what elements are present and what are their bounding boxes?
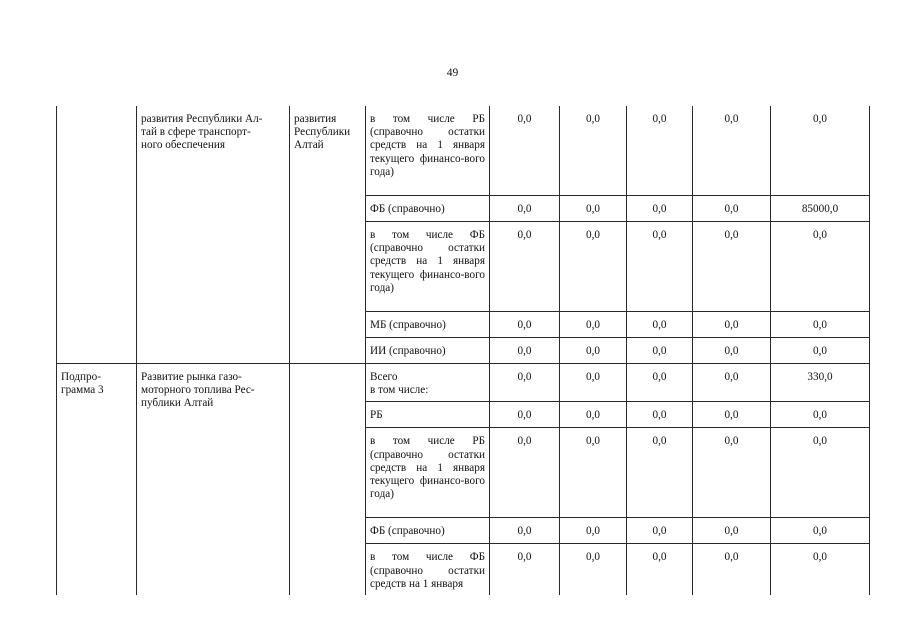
budget-table	[56, 106, 870, 595]
value-cell: 0,0	[771, 222, 870, 312]
value-cell: 0,0	[693, 106, 771, 196]
value-cell: 0,0	[560, 402, 627, 428]
table-row	[57, 364, 870, 402]
value-cell: 0,0	[771, 518, 870, 544]
value-cell: 0,0	[771, 312, 870, 338]
value-cell: 85000,0	[771, 196, 870, 222]
subprogram-name-cell: Развитие рынка газо- моторного топлива Рес- публики Алтай	[137, 364, 290, 596]
value-cell: 0,0	[560, 106, 627, 196]
value-cell: 0,0	[693, 544, 771, 596]
value-cell: 0,0	[560, 312, 627, 338]
subprogram-label-cell: Подпро- грамма 3	[57, 364, 137, 596]
funding-source-cell: ФБ (справочно)	[366, 518, 490, 544]
value-cell: 0,0	[693, 518, 771, 544]
responsible-cell	[290, 364, 366, 596]
value-cell: 0,0	[627, 312, 693, 338]
funding-source-cell: Всего в том числе:	[366, 364, 490, 402]
value-cell: 0,0	[627, 196, 693, 222]
value-cell: 0,0	[771, 544, 870, 596]
value-cell: 0,0	[693, 222, 771, 312]
value-cell: 0,0	[771, 338, 870, 364]
value-cell: 0,0	[627, 402, 693, 428]
value-cell: 0,0	[693, 402, 771, 428]
funding-source-cell: РБ	[366, 402, 490, 428]
value-cell: 0,0	[627, 106, 693, 196]
value-cell: 0,0	[627, 338, 693, 364]
value-cell: 0,0	[490, 196, 560, 222]
value-cell: 0,0	[490, 518, 560, 544]
value-cell: 0,0	[771, 428, 870, 518]
funding-source-cell: в том числе ФБ (справочно остатки средств на 1 января	[366, 544, 490, 596]
value-cell: 0,0	[693, 364, 771, 402]
funding-source-cell: ИИ (справочно)	[366, 338, 490, 364]
value-cell: 0,0	[693, 196, 771, 222]
value-cell: 0,0	[560, 222, 627, 312]
value-cell: 0,0	[627, 364, 693, 402]
value-cell: 0,0	[560, 518, 627, 544]
funding-source-cell: в том числе РБ (справочно остатки средств на 1 января текущего финансо-вого года)	[366, 428, 490, 518]
responsible-cell: развития Республики Алтай	[290, 106, 366, 364]
funding-source-cell: в том числе РБ (справочно остатки средств на 1 января текущего финансо-вого года)	[366, 106, 490, 196]
value-cell: 0,0	[490, 222, 560, 312]
value-cell: 0,0	[627, 222, 693, 312]
value-cell: 0,0	[490, 338, 560, 364]
page-number: 49	[446, 67, 459, 79]
value-cell: 0,0	[627, 544, 693, 596]
value-cell: 0,0	[693, 312, 771, 338]
value-cell: 0,0	[693, 428, 771, 518]
value-cell: 0,0	[490, 312, 560, 338]
value-cell: 0,0	[560, 428, 627, 518]
program-name-cell: развития Республики Ал- тай в сфере транспорт- ного обеспечения	[137, 106, 290, 364]
value-cell: 330,0	[771, 364, 870, 402]
value-cell: 0,0	[490, 544, 560, 596]
funding-source-cell: МБ (справочно)	[366, 312, 490, 338]
value-cell: 0,0	[490, 402, 560, 428]
funding-source-cell: ФБ (справочно)	[366, 196, 490, 222]
value-cell: 0,0	[771, 402, 870, 428]
table-row	[57, 106, 870, 196]
value-cell: 0,0	[627, 428, 693, 518]
value-cell: 0,0	[693, 338, 771, 364]
value-cell: 0,0	[560, 338, 627, 364]
value-cell: 0,0	[490, 106, 560, 196]
value-cell: 0,0	[560, 544, 627, 596]
program-label-cell	[57, 106, 137, 364]
value-cell: 0,0	[560, 364, 627, 402]
funding-source-cell: в том числе ФБ (справочно остатки средств на 1 января текущего финансо-вого года)	[366, 222, 490, 312]
value-cell: 0,0	[560, 196, 627, 222]
value-cell: 0,0	[490, 364, 560, 402]
value-cell: 0,0	[627, 518, 693, 544]
value-cell: 0,0	[490, 428, 560, 518]
value-cell: 0,0	[771, 106, 870, 196]
